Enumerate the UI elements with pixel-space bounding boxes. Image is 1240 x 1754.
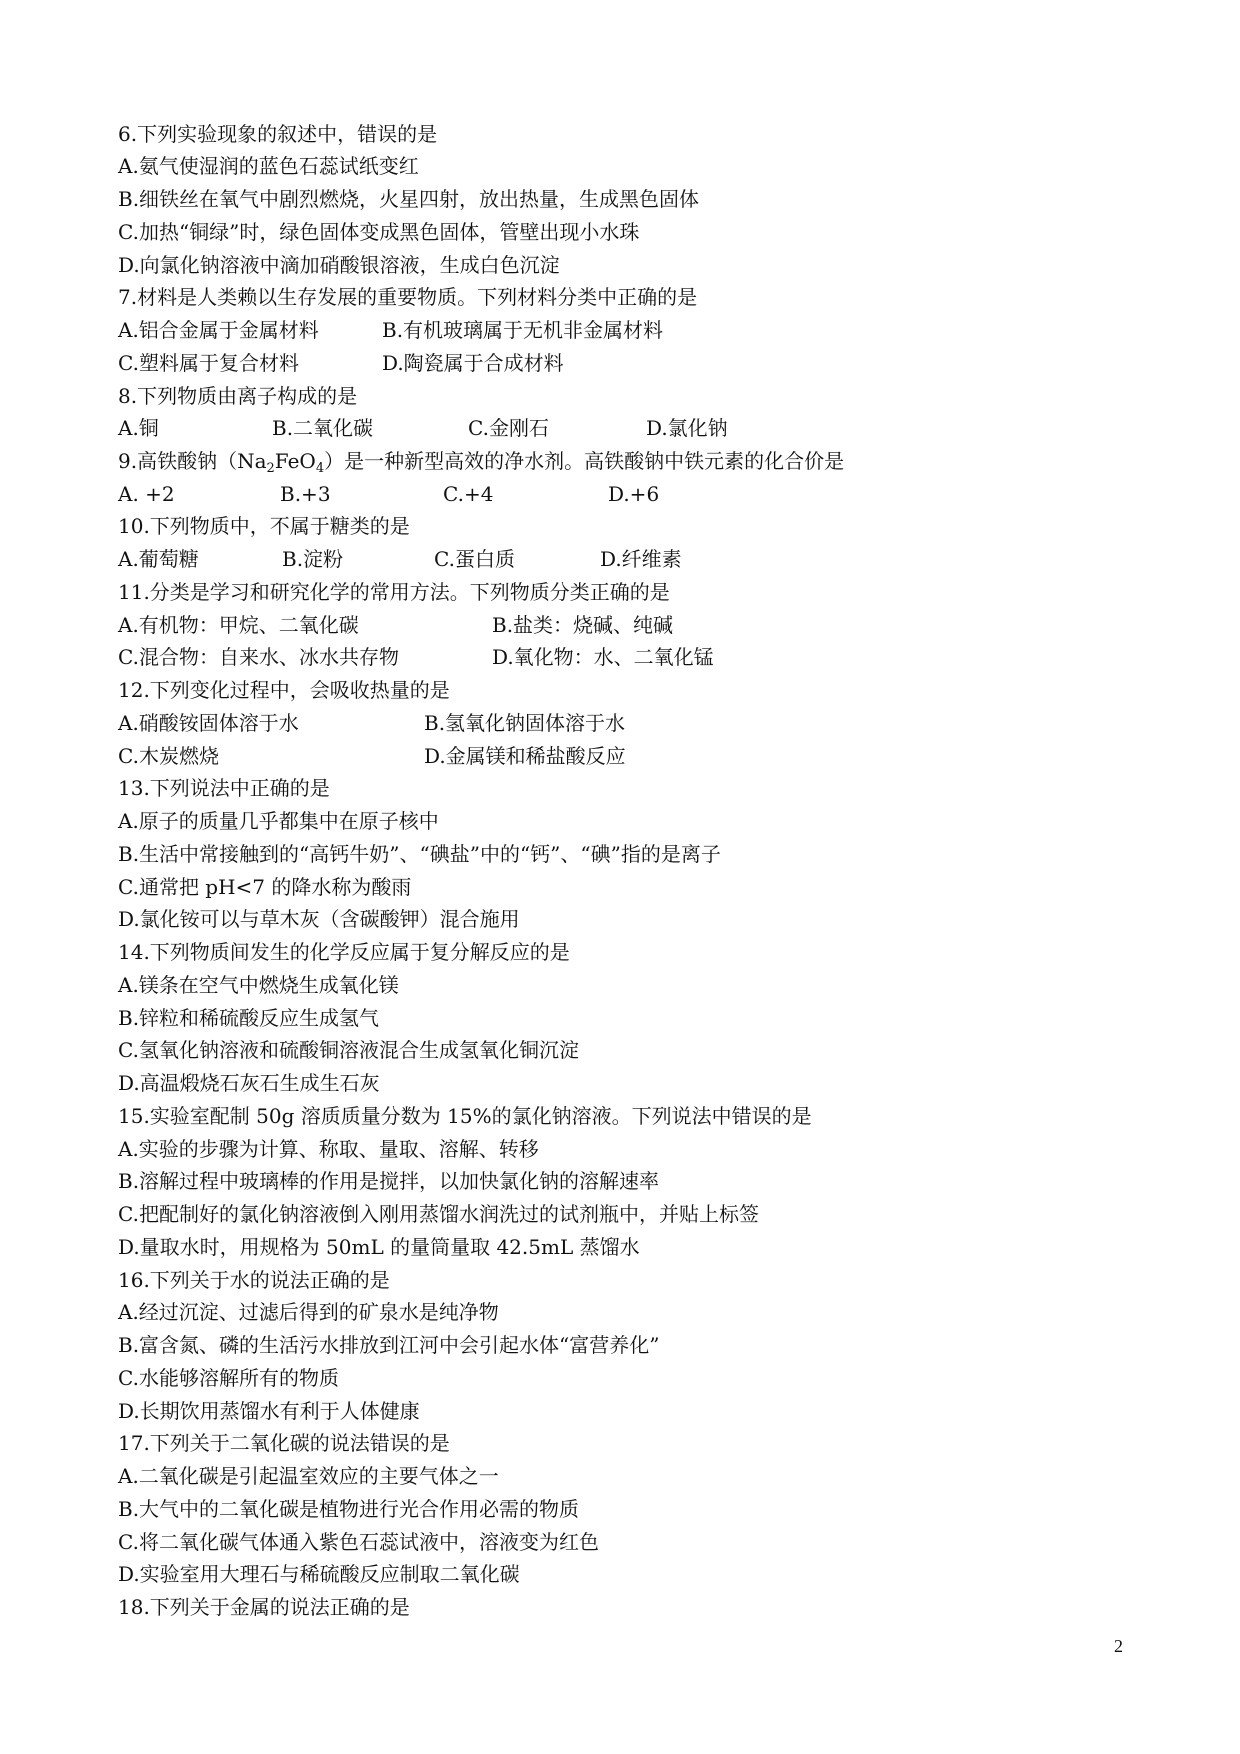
question-18-stem: 18.下列关于金属的说法正确的是 <box>118 1595 410 1619</box>
question-11-stem: 11.分类是学习和研究化学的常用方法。下列物质分类正确的是 <box>118 580 670 604</box>
question-7-option-b: B.有机玻璃属于无机非金属材料 <box>382 318 664 342</box>
question-10-option-c: C.蛋白质 <box>434 547 515 571</box>
question-12-option-c: C.木炭燃烧 <box>118 744 219 768</box>
question-13-option-d: D.氯化铵可以与草木灰（含碳酸钾）混合施用 <box>118 907 520 931</box>
question-9-stem-mid: FeO <box>274 449 316 473</box>
question-6-option-a: A.氨气使湿润的蓝色石蕊试纸变红 <box>118 154 419 178</box>
question-10-option-a: A.葡萄糖 <box>118 547 199 571</box>
question-12-option-a: A.硝酸铵固体溶于水 <box>118 711 299 735</box>
question-14-option-c: C.氢氧化钠溶液和硫酸铜溶液混合生成氢氧化铜沉淀 <box>118 1038 579 1062</box>
question-12-stem: 12.下列变化过程中，会吸收热量的是 <box>118 678 450 702</box>
question-6-option-d: D.向氯化钠溶液中滴加硝酸银溶液，生成白色沉淀 <box>118 253 560 277</box>
question-15-stem: 15.实验室配制 50g 溶质质量分数为 15%的氯化钠溶液。下列说法中错误的是 <box>118 1104 812 1128</box>
question-7-stem: 7.材料是人类赖以生存发展的重要物质。下列材料分类中正确的是 <box>118 285 698 309</box>
question-16-option-d: D.长期饮用蒸馏水有利于人体健康 <box>118 1399 420 1423</box>
question-8-option-b: B.二氧化碳 <box>272 416 374 440</box>
question-9-option-d: D.+6 <box>608 482 660 506</box>
question-14-stem: 14.下列物质间发生的化学反应属于复分解反应的是 <box>118 940 570 964</box>
question-11-option-c: C.混合物：自来水、冰水共存物 <box>118 645 399 669</box>
question-17-option-b: B.大气中的二氧化碳是植物进行光合作用必需的物质 <box>118 1497 580 1521</box>
question-13-option-a: A.原子的质量几乎都集中在原子核中 <box>118 809 439 833</box>
question-9-subscript-na: 2 <box>266 461 275 476</box>
question-8-stem: 8.下列物质由离子构成的是 <box>118 384 358 408</box>
question-12-option-d: D.金属镁和稀盐酸反应 <box>424 744 626 768</box>
question-10-option-b: B.淀粉 <box>282 547 344 571</box>
question-16-option-c: C.水能够溶解所有的物质 <box>118 1366 339 1390</box>
question-15-option-c: C.把配制好的氯化钠溶液倒入刚用蒸馏水润洗过的试剂瓶中，并贴上标签 <box>118 1202 759 1226</box>
question-14-option-d: D.高温煅烧石灰石生成生石灰 <box>118 1071 380 1095</box>
question-8-option-d: D.氯化钠 <box>646 416 728 440</box>
question-6-option-b: B.细铁丝在氧气中剧烈燃烧，火星四射，放出热量，生成黑色固体 <box>118 187 700 211</box>
question-11-option-b: B.盐类：烧碱、纯碱 <box>492 613 674 637</box>
question-15-option-b: B.溶解过程中玻璃棒的作用是搅拌，以加快氯化钠的溶解速率 <box>118 1169 660 1193</box>
question-13-option-b: B.生活中常接触到的“高钙牛奶”、“碘盐”中的“钙”、“碘”指的是离子 <box>118 842 721 866</box>
question-10-stem: 10.下列物质中，不属于糖类的是 <box>118 514 410 538</box>
question-16-option-a: A.经过沉淀、过滤后得到的矿泉水是纯净物 <box>118 1300 499 1324</box>
question-11-option-a: A.有机物：甲烷、二氧化碳 <box>118 613 359 637</box>
question-9-stem-pre: 9.高铁酸钠（Na <box>118 449 267 473</box>
question-7-option-a: A.铝合金属于金属材料 <box>118 318 319 342</box>
question-8-option-a: A.铜 <box>118 416 159 440</box>
question-14-option-a: A.镁条在空气中燃烧生成氧化镁 <box>118 973 399 997</box>
question-9-stem-post: ）是一种新型高效的净水剂。高铁酸钠中铁元素的化合价是 <box>324 449 845 473</box>
page-number: 2 <box>1114 1636 1123 1656</box>
question-14-option-b: B.锌粒和稀硫酸反应生成氢气 <box>118 1006 380 1030</box>
question-6-option-c: C.加热“铜绿”时，绿色固体变成黑色固体，管壁出现小水珠 <box>118 220 640 244</box>
question-7-option-c: C.塑料属于复合材料 <box>118 351 299 375</box>
question-15-option-a: A.实验的步骤为计算、称取、量取、溶解、转移 <box>118 1137 539 1161</box>
question-15-option-d: D.量取水时，用规格为 50mL 的量筒量取 42.5mL 蒸馏水 <box>118 1235 640 1259</box>
question-11-option-d: D.氧化物：水、二氧化锰 <box>492 645 714 669</box>
question-7-option-d: D.陶瓷属于合成材料 <box>382 351 564 375</box>
question-9-subscript-o: 4 <box>315 461 325 476</box>
question-13-option-c: C.通常把 pH<7 的降水称为酸雨 <box>118 875 412 899</box>
question-16-option-b: B.富含氮、磷的生活污水排放到江河中会引起水体“富营养化” <box>118 1333 660 1357</box>
question-17-option-a: A.二氧化碳是引起温室效应的主要气体之一 <box>118 1464 499 1488</box>
question-10-option-d: D.纤维素 <box>600 547 682 571</box>
question-9-option-a: A. +2 <box>118 482 175 506</box>
question-9-stem <box>118 445 844 477</box>
question-17-stem: 17.下列关于二氧化碳的说法错误的是 <box>118 1431 450 1455</box>
question-9-option-c: C.+4 <box>443 482 494 506</box>
question-16-stem: 16.下列关于水的说法正确的是 <box>118 1268 390 1292</box>
question-6-stem: 6.下列实验现象的叙述中，错误的是 <box>118 122 438 146</box>
question-13-stem: 13.下列说法中正确的是 <box>118 776 330 800</box>
question-12-option-b: B.氢氧化钠固体溶于水 <box>424 711 626 735</box>
question-8-option-c: C.金刚石 <box>468 416 549 440</box>
question-17-option-c: C.将二氧化碳气体通入紫色石蕊试液中，溶液变为红色 <box>118 1530 599 1554</box>
question-9-option-b: B.+3 <box>280 482 331 506</box>
question-17-option-d: D.实验室用大理石与稀硫酸反应制取二氧化碳 <box>118 1562 520 1586</box>
